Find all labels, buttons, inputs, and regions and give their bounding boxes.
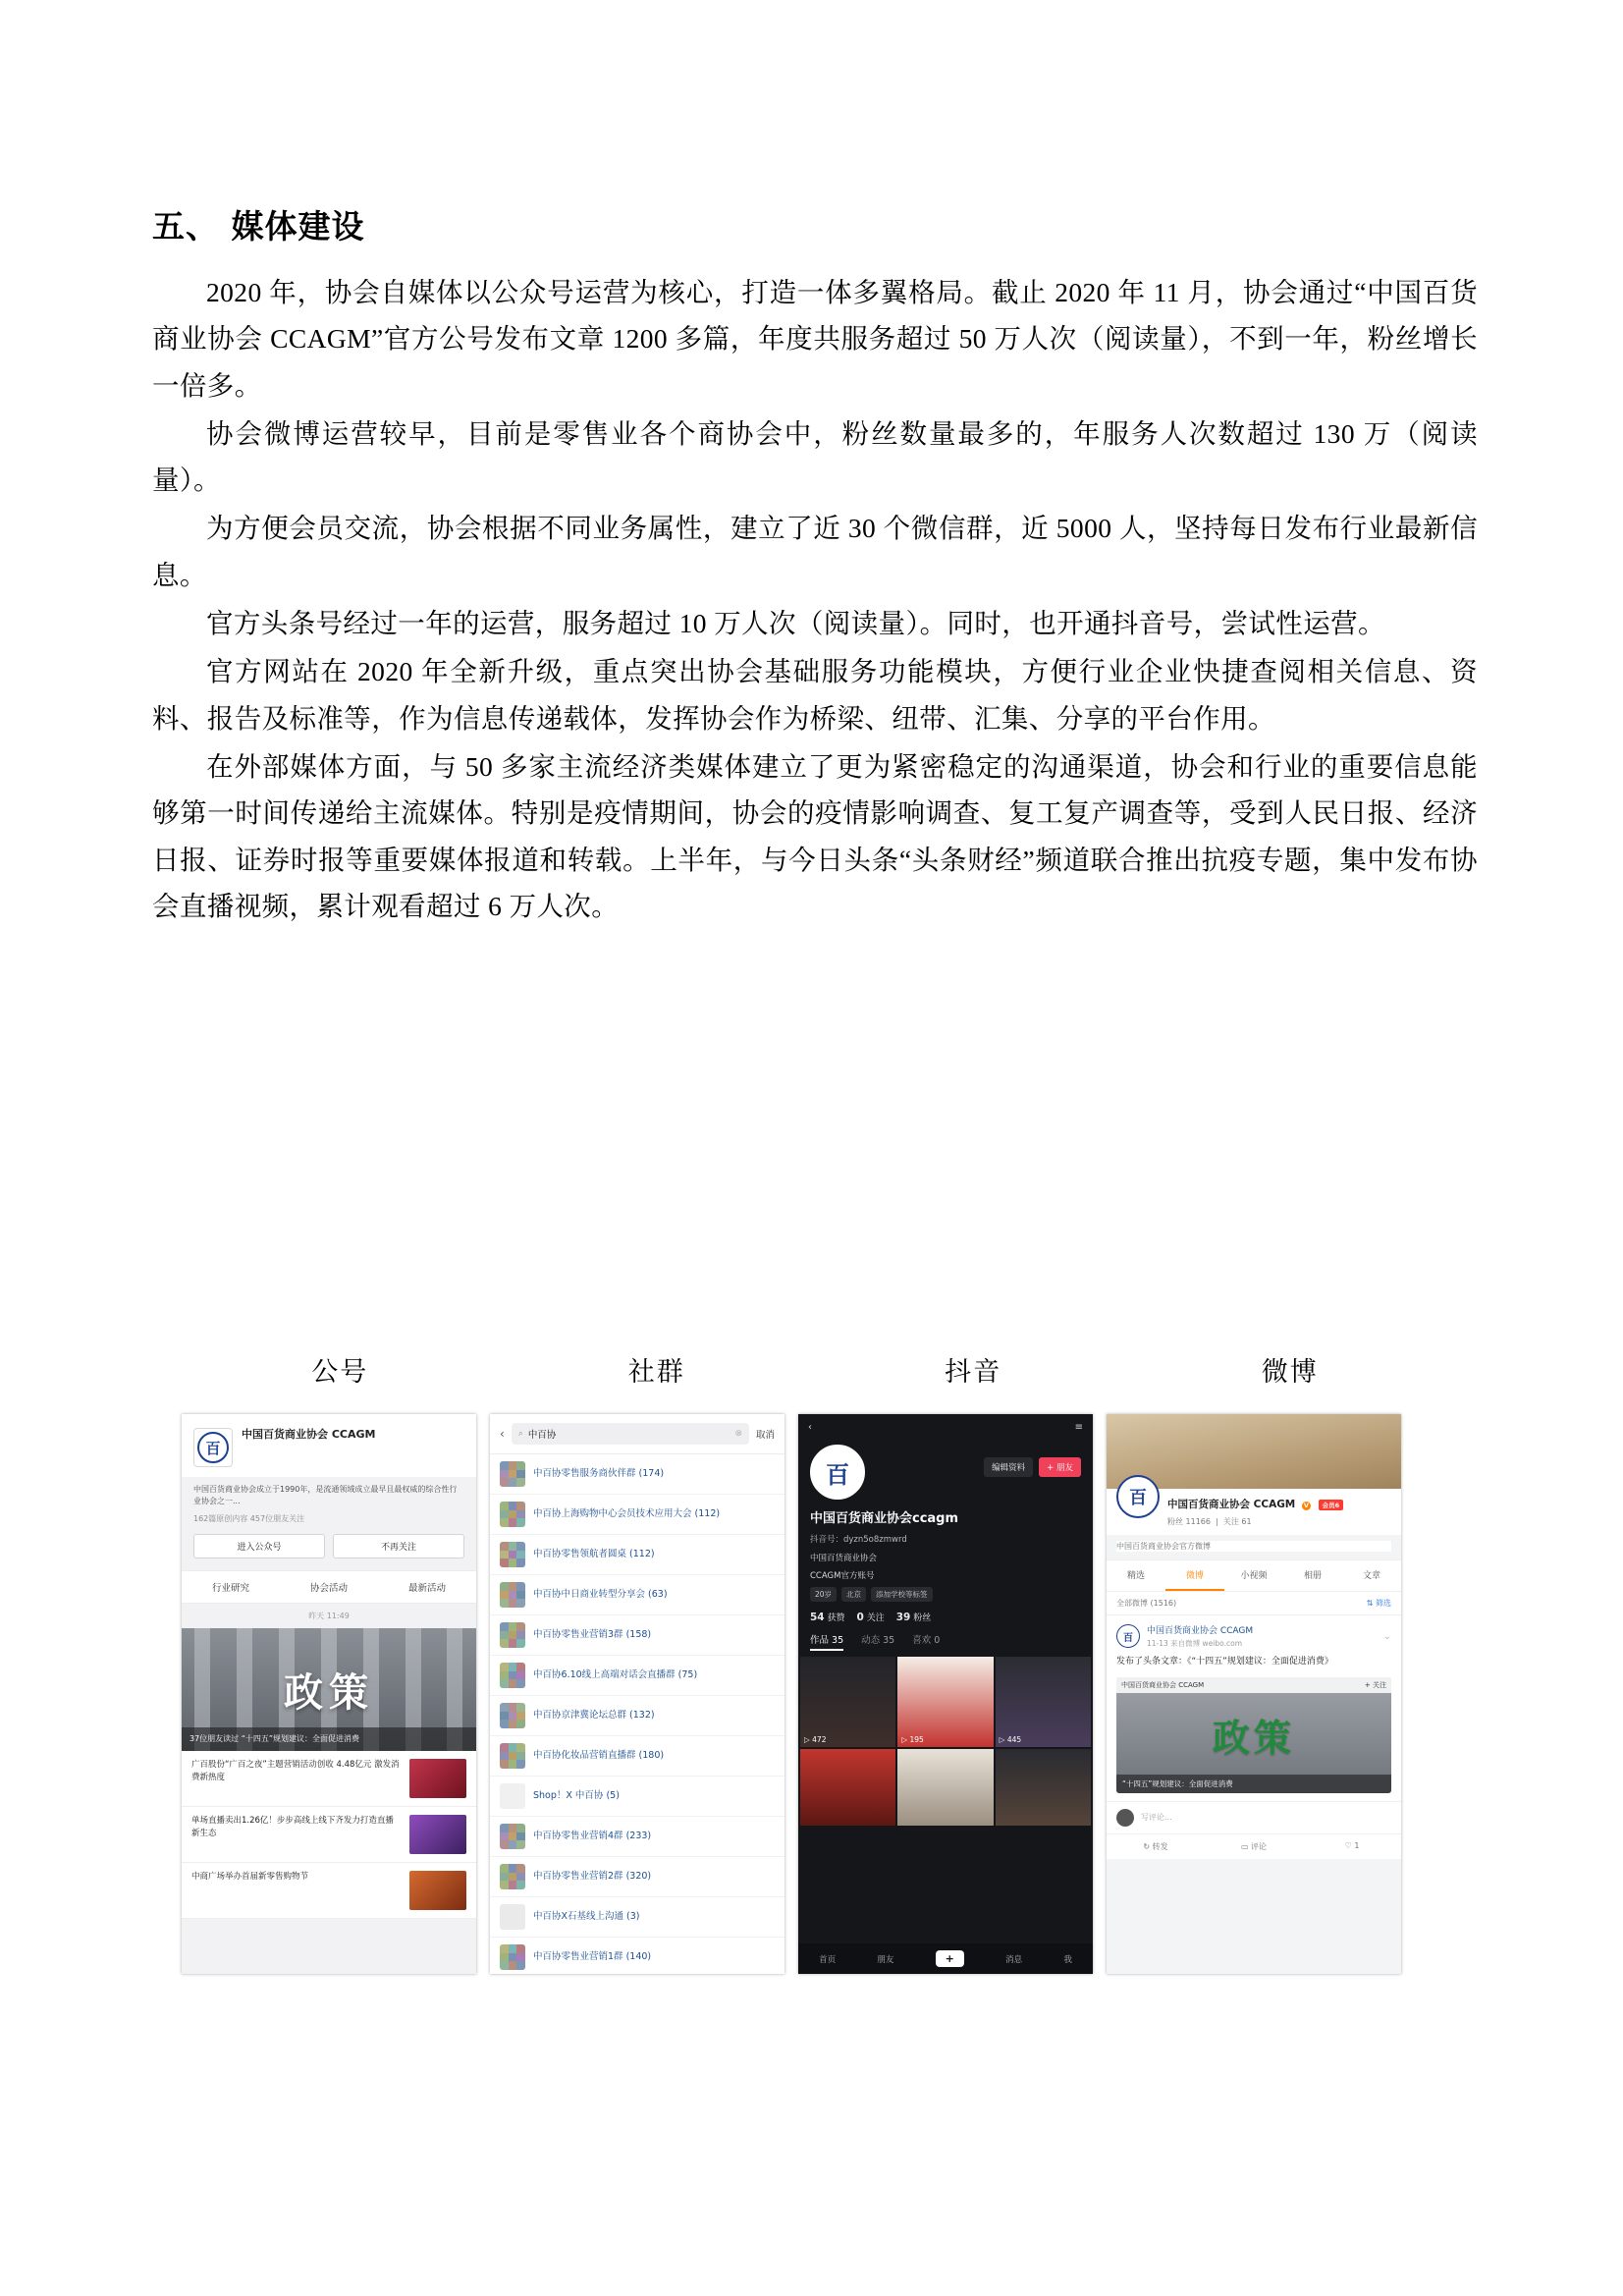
group-avatar	[500, 1502, 525, 1527]
list-item[interactable]	[490, 1615, 784, 1656]
verified-label: 中国百货商业协会	[810, 1554, 878, 1563]
paragraph: 在外部媒体方面，与 50 多家主流经济类媒体建立了更为紧密稳定的沟通渠道，协会和行业的重要信息能够第一时间传递给主流媒体。特别是疫情期间，协会的疫情影响调查、复工复产调查等，受到人民日报、经济日报、证券时报等重要媒体报道和转载。上半年，与今日头条“头条财经”频道联合推出抗疫专题，集中发布协会直播视频，累计观看超过 6 万人次。	[152, 750, 1478, 921]
post-article-card[interactable]	[1116, 1677, 1391, 1793]
tab-industry-research[interactable]: 行业研究	[211, 1583, 249, 1594]
video-cell[interactable]	[996, 1749, 1091, 1826]
group-name: 中百协中日商业转型分享会 (63)	[533, 1588, 668, 1600]
official-account-label: CCAGM官方账号	[810, 1571, 875, 1581]
avatar	[1116, 1475, 1160, 1518]
paragraph: 官方头条号经过一年的运营，服务超过 10 万人次（阅读量）。同时，也开通抖音号，尝试性运营。	[206, 608, 1385, 639]
list-item[interactable]	[490, 1857, 784, 1897]
profile-id: 抖音号：dyzn5o8zmwrd	[810, 1535, 907, 1545]
group-avatar	[500, 1622, 525, 1648]
post-count: 全部微博 (1516)	[1116, 1599, 1177, 1608]
card-follow-button[interactable]: + 关注	[1364, 1680, 1386, 1689]
edit-profile-button[interactable]: 编辑资料	[984, 1457, 1033, 1477]
like-button[interactable]: ♡ 1	[1344, 1840, 1360, 1850]
weibo-tabs	[1107, 1559, 1401, 1592]
douyin-screenshot	[798, 1414, 1093, 1974]
group-name: Shop！X 中百协 (5)	[533, 1789, 620, 1801]
tag-location[interactable]: 北京	[841, 1587, 866, 1602]
gallery-captions	[182, 1350, 1448, 1389]
search-value: 中百协	[527, 1430, 557, 1441]
weibo-cover-image	[1107, 1414, 1401, 1489]
group-avatar	[500, 1743, 525, 1769]
card-header	[1116, 1677, 1391, 1693]
group-avatar	[500, 1944, 525, 1970]
tabbar-messages[interactable]: 消息	[1005, 1954, 1023, 1965]
search-bar	[490, 1414, 784, 1454]
group-avatar	[500, 1582, 525, 1608]
group-name: 中百协零售业营销1群 (140)	[533, 1950, 652, 1962]
article-title: 广百股份“广百之夜”主题营销活动创收 4.48亿元 激发消费新热度	[191, 1760, 400, 1782]
group-name: 中百协X石基线上沟通 (3)	[533, 1910, 640, 1922]
group-name: 中百协京津冀论坛总群 (132)	[533, 1709, 655, 1721]
list-item[interactable]	[182, 1863, 476, 1919]
comment-box[interactable]	[1107, 1801, 1401, 1833]
logo-text: 百	[1129, 1488, 1147, 1508]
comment-button[interactable]: ▭ 评论	[1240, 1841, 1268, 1851]
tab-articles[interactable]: 文章	[1362, 1571, 1380, 1581]
profile-stats: 粉丝 11166 | 关注 61	[1167, 1517, 1252, 1526]
group-name: 中百协上海购物中心会员技术应用大会 (112)	[533, 1507, 721, 1519]
filter-button[interactable]: ⇅ 筛选	[1366, 1599, 1391, 1608]
group-avatar	[500, 1783, 525, 1809]
group-name: 中百协化妆品营销直播群 (180)	[533, 1749, 665, 1761]
wechat-account-screenshot	[182, 1414, 476, 1974]
post-author[interactable]: 中国百货商业协会 CCAGM	[1147, 1626, 1254, 1636]
avatar: 百	[1116, 1624, 1140, 1648]
likes-count: 54 获赞	[810, 1612, 845, 1623]
video-cell[interactable]	[897, 1749, 993, 1826]
douyin-tabbar	[798, 1943, 1093, 1974]
post-text: 发布了头条文章：《“十四五”规划建议：全面促进消费》	[1116, 1657, 1333, 1667]
group-name: 中百协零售业营销3群 (158)	[533, 1628, 652, 1640]
unfollow-button[interactable]: 不再关注	[333, 1534, 464, 1558]
article-title: 中商广场举办首届新零售购物节	[191, 1872, 309, 1882]
profile-name: 中国百货商业协会ccagm	[810, 1511, 959, 1526]
account-header	[182, 1414, 476, 1477]
list-item[interactable]	[490, 1696, 784, 1736]
featured-article-caption: 37位朋友读过 “十四五”规划建议：全面促进消费	[182, 1727, 476, 1751]
tabbar-me[interactable]: 我	[1063, 1954, 1072, 1965]
group-name: 中百协零售服务商伙伴群 (174)	[533, 1467, 665, 1479]
group-avatar	[500, 1542, 525, 1567]
list-item[interactable]	[490, 1535, 784, 1575]
vip-badge: 会员6	[1319, 1500, 1344, 1510]
post-header	[1116, 1623, 1391, 1649]
group-avatar	[500, 1663, 525, 1688]
douyin-topbar	[798, 1414, 1093, 1441]
group-avatar	[500, 1864, 525, 1889]
paragraph: 2020 年，协会自媒体以公众号运营为核心，打造一体多翼格局。截止 2020 年 11 月，协会通过“中国百货商业协会 CCAGM”官方公号发布文章 1200 多篇，年度共服务超过 50 万人次（阅读量），不到一年，粉丝增长一倍多。	[152, 277, 1478, 401]
tabbar-friends[interactable]: 朋友	[877, 1954, 894, 1965]
featured-article-headline: 政策	[284, 1669, 374, 1716]
featured-article[interactable]	[182, 1628, 476, 1751]
video-cell[interactable]	[897, 1657, 993, 1747]
article-title: 单场直播卖出1.26亿！步步高线上线下齐发力打造直播新生态	[191, 1816, 394, 1838]
profile-action-buttons	[984, 1457, 1081, 1477]
group-avatar	[500, 1904, 525, 1930]
followers-count: 39 粉丝	[895, 1612, 932, 1623]
following-count[interactable]: 关注 61	[1222, 1517, 1252, 1526]
caption-weibo: 微博	[1261, 1357, 1319, 1387]
caption-wechat-account: 公号	[311, 1357, 369, 1387]
document-content	[152, 201, 1478, 931]
group-avatar	[500, 1824, 525, 1849]
post-actions	[1107, 1833, 1401, 1859]
caption-community: 社群	[627, 1357, 685, 1387]
article-thumbnail	[409, 1759, 466, 1798]
search-icon: ⌕	[517, 1429, 523, 1439]
logo-text: 百	[826, 1459, 849, 1489]
association-logo-icon	[810, 1445, 865, 1500]
association-logo-icon	[193, 1428, 233, 1467]
article-thumbnail	[409, 1815, 466, 1854]
tabbar-home[interactable]: 首页	[819, 1954, 837, 1965]
menu-icon[interactable]: ≡	[1074, 1422, 1083, 1433]
video-cell[interactable]	[800, 1749, 895, 1826]
gallery-images	[182, 1414, 1448, 1974]
tag-add-school[interactable]: 添加学校等标签	[871, 1587, 933, 1602]
tab-works[interactable]: 作品 35	[810, 1632, 843, 1651]
chevron-down-icon[interactable]: ⌄	[1382, 1630, 1391, 1642]
account-description: 中国百货商业协会成立于1990年，是流通领域成立最早且最权威的综合性行业协会之一...	[193, 1485, 458, 1505]
group-avatar	[500, 1703, 525, 1728]
retweet-button[interactable]: ↻ 转发	[1143, 1841, 1168, 1851]
tabbar-create-button[interactable]: +	[936, 1950, 964, 1967]
enter-account-button[interactable]: 进入公众号	[193, 1534, 325, 1558]
group-name: 中百协6.10线上高端对话会直播群 (75)	[533, 1668, 698, 1680]
post-time: 11-13 来自微博 weibo.com	[1147, 1639, 1243, 1648]
following-count: 0 关注	[856, 1612, 885, 1623]
avatar	[1116, 1809, 1134, 1827]
list-item[interactable]	[490, 1656, 784, 1696]
post-date: 昨天 11:49	[182, 1604, 476, 1628]
tab-short-video[interactable]: 小视频	[1240, 1571, 1268, 1581]
back-icon[interactable]: ‹	[808, 1422, 812, 1433]
tag-age[interactable]: 20岁	[810, 1587, 837, 1602]
douyin-tabs	[798, 1632, 1093, 1657]
list-item[interactable]	[490, 1736, 784, 1777]
weibo-filter-bar	[1107, 1592, 1401, 1615]
verified-badge-icon: V	[1303, 1502, 1309, 1509]
paragraph: 官方网站在 2020 年全新升级，重点突出协会基础服务功能模块，方便行业企业快捷查阅相关信息、资料、报告及标准等，作为信息传递载体，发挥协会作为桥梁、纽带、汇集、分享的平台作用。	[152, 656, 1478, 734]
group-name: 中百协零售业营销4群 (233)	[533, 1830, 652, 1841]
caption-douyin: 抖音	[945, 1357, 1002, 1387]
list-item[interactable]	[490, 1495, 784, 1535]
list-item[interactable]	[182, 1751, 476, 1807]
tab-dynamics[interactable]: 动态 35	[861, 1635, 895, 1646]
back-icon[interactable]: ‹	[500, 1427, 505, 1441]
list-item[interactable]	[490, 1817, 784, 1857]
tab-featured[interactable]: 精选	[1126, 1571, 1145, 1581]
clear-icon[interactable]: ⊗	[734, 1429, 742, 1439]
profile-tags	[810, 1587, 1081, 1602]
group-avatar	[500, 1461, 525, 1487]
tab-latest-activity[interactable]: 最新活动	[407, 1583, 446, 1594]
screenshot-gallery	[182, 1350, 1448, 1974]
account-buttons	[193, 1534, 464, 1558]
profile-counts	[810, 1611, 1081, 1623]
paragraph: 协会微博运营较早，目前是零售业各个商协会中，粉丝数量最多的，年服务人次数超过 130 万（阅读量）。	[152, 417, 1478, 496]
account-stats: 162篇原创内容 457位朋友关注	[193, 1514, 305, 1523]
view-count: ▷ 195	[901, 1735, 924, 1744]
profile-name: 中国百货商业协会 CCAGM V 会员6	[1167, 1497, 1391, 1511]
followers-count[interactable]: 粉丝 11166	[1167, 1517, 1211, 1526]
view-count: ▷ 472	[804, 1735, 827, 1744]
card-account-name: 中国百货商业协会 CCAGM	[1121, 1680, 1205, 1689]
tab-association-activity[interactable]: 协会活动	[309, 1583, 348, 1594]
article-thumbnail	[409, 1871, 466, 1910]
page-title: 五、 媒体建设	[152, 207, 365, 246]
comment-input-placeholder[interactable]: 写评论...	[1141, 1813, 1172, 1823]
list-item[interactable]	[490, 1897, 784, 1938]
video-cell[interactable]	[996, 1657, 1091, 1747]
account-tabs	[182, 1570, 476, 1604]
list-item[interactable]	[182, 1807, 476, 1863]
card-caption: “十四五”规划建议：全面促进消费	[1116, 1775, 1391, 1793]
group-name: 中百协零售领航者圆桌 (112)	[533, 1548, 655, 1559]
profile-intro: 中国百货商业协会官方微博	[1116, 1541, 1391, 1552]
group-name: 中百协零售业营销2群 (320)	[533, 1870, 652, 1882]
weibo-post	[1107, 1615, 1401, 1801]
add-friend-button[interactable]: + 朋友	[1039, 1457, 1081, 1477]
paragraph: 为方便会员交流，协会根据不同业务属性，建立了近 30 个微信群，近 5000 人，坚持每日发布行业最新信息。	[152, 513, 1478, 590]
tab-album[interactable]: 相册	[1303, 1571, 1322, 1581]
tab-likes[interactable]: 喜欢 0	[912, 1635, 941, 1646]
cancel-button[interactable]: 取消	[755, 1430, 775, 1441]
view-count: ▷ 445	[999, 1735, 1022, 1744]
logo-text: 百	[197, 1432, 229, 1463]
card-headline: 政策	[1212, 1716, 1295, 1761]
weibo-screenshot	[1107, 1414, 1401, 1974]
list-item[interactable]	[490, 1938, 784, 1974]
account-name: 中国百货商业协会 CCAGM	[242, 1428, 376, 1441]
list-item[interactable]	[490, 1454, 784, 1495]
wechat-groups-screenshot	[490, 1414, 784, 1974]
video-grid	[798, 1657, 1093, 1826]
list-item[interactable]	[490, 1777, 784, 1817]
video-cell[interactable]	[800, 1657, 895, 1747]
search-input[interactable]	[512, 1423, 749, 1445]
list-item[interactable]	[490, 1575, 784, 1615]
tab-weibo[interactable]: 微博	[1165, 1560, 1224, 1591]
weibo-profile-card	[1107, 1489, 1401, 1535]
